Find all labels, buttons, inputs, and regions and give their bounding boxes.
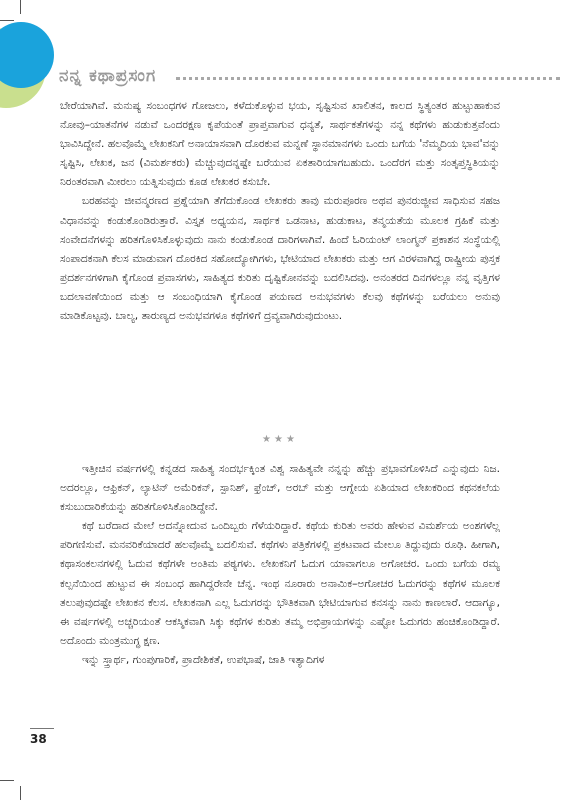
body-text-section-2 [60, 460, 500, 670]
paragraph: ಇನ್ನು ಸ್ತ್ರಾರ್ಥ, ಗುಂಪುಗಾರಿಕೆ, ಪ್ರಾದೇಶಿಕತೆ, ಉಪಭಾಷೆ, ಜಾತಿ ಇತ್ಯಾದಿಗಳ [82, 653, 325, 666]
decorative-blue-circle [0, 22, 54, 88]
header-dotted-rule [176, 77, 560, 80]
section-divider-stars: ★★★ [262, 434, 298, 445]
crop-mark-top-left-h [0, 20, 14, 21]
paragraph: ಬೇರೆಯಾಗಿವೆ. ಮನುಷ್ಯ ಸಂಬಂಧಗಳ ಗೋಜಲು, ಕಳೆದುಕೊಳ್ಳುವ ಭಯ, ಸೃಷ್ಟಿಸುವ ಖಾಲಿತನ, ಕಾಲದ ಸ್ಥಿತ್ಯಂತರ ಹುಟ್ಟುಹಾಕುವ ನೋವು–ಯಾತನೆಗಳ ನಡುವೆ ಒಂದರಕ್ಷಣ ಕೃಪೆಯಂತೆ ಪ್ರಾಪ್ತವಾಗುವ ಧನ್ಯತೆ, ಸಾರ್ಥಕತೆಗಳನ್ನು ನನ್ನ ಕಥೆಗಳು ಹುಡುಕುತ್ತವೆಂದು ಭಾವಿಸಿದ್ದೇನೆ. ಹಲವೊಮ್ಮೆ ಲೇಖಕನಿಗೆ ಅನಾಯಾಸವಾಗಿ ದೊರಕುವ ಮನ್ನಣೆ ಸ್ಥಾನಮಾನಗಳು ಒಂದು ಬಗೆಯ 'ನೆಮ್ಮದಿಯ ಭಾವ'ವನ್ನು ಸೃಷ್ಟಿಸಿ, ಲೇಖಕ, ಜನ (ವಿಮರ್ಶಕರು) ಮೆಚ್ಚುವುದನ್ನಷ್ಟೇ ಬರೆಯುವ ಏಕತಾರಿಯಾಗಬಹುದು. ಒಂದೆರಗ ಮತ್ತು ಸಂತೃಪ್ತಸ್ಥಿತಿಯನ್ನು ನಿರಂತರವಾಗಿ ಮೀರಲು ಯತ್ನಿಸುವುದು ಕೂಡ ಲೇಖಕರ ಕಸುಬೇ. [60, 100, 500, 189]
crop-mark-bottom-left-h [0, 780, 14, 781]
running-header-title: ನನ್ನ ಕಥಾಪ್ರಸಂಗ [59, 66, 157, 86]
page-number: 38 [30, 732, 47, 746]
body-text-section-1 [60, 97, 500, 326]
paragraph: ಇತ್ತೀಚಿನ ವರ್ಷಗಳಲ್ಲಿ ಕನ್ನಡದ ಸಾಹಿತ್ಯ ಸಂದರ್ಭಕ್ಕಿಂತ ವಿಶ್ವ ಸಾಹಿತ್ಯವೇ ನನ್ನನ್ನು ಹೆಚ್ಚು ಪ್ರಭಾವಗೊಳಿಸಿದೆ ಎನ್ನುವುದು ನಿಜ. ಅದರಲ್ಲೂ, ಆಫ್ರಿಕನ್, ಲ್ಯಾಟಿನ್ ಅಮೆರಿಕನ್, ಸ್ಪಾನಿಶ್, ಫ್ರೆಂಚ್, ಅರಬ್ ಮತ್ತು ಆಗ್ನೇಯ ಏಶಿಯಾದ ಲೇಖಕರಿಂದ ಕಥನಕಲೆಯ ಕಸುಬುದಾರಿಕೆಯನ್ನು ಹರಿತಗೊಳಿಸಿಕೊಂಡಿದ್ದೇನೆ. [60, 463, 500, 514]
crop-mark-top-left [20, 0, 21, 14]
footer-rule [30, 728, 54, 729]
paragraph: ಬರಹವನ್ನು ಜೀವನ್ಮರಣದ ಪ್ರಶ್ನೆಯಾಗಿ ತೆಗೆದುಕೊಂಡ ಲೇಖಕರು ತಾವು ಮರುಪೂರಣ ಅಥವ ಪುನರುಜ್ಜೀವ ಸಾಧಿಸುವ ಸಹಜ ವಿಧಾನವನ್ನು ಕಂಡುಕೊಂಡಿರುತ್ತಾರೆ. ವಿಸ್ತೃತ ಅಧ್ಯಯನ, ಸಾರ್ಥಕ ಒಡನಾಟ, ಹುಡುಕಾಟ, ತನ್ಮಯತೆಯ ಮೂಲಕ ಗ್ರಹಿಕೆ ಮತ್ತು ಸಂವೇದನೆಗಳನ್ನು ಹರಿತಗೊಳಿಸಿಕೊಳ್ಳುವುದು ನಾನು ಕಂಡುಕೊಂಡ ದಾರಿಗಳಾಗಿವೆ. ಹಿಂದೆ ಓರಿಯಂಟ್ ಲಾಂಗ್ಮನ್ ಪ್ರಕಾಶನ ಸಂಸ್ಥೆಯಲ್ಲಿ ಸಂಪಾದಕನಾಗಿ ಕೆಲಸ ಮಾಡುವಾಗ ದೊರಕಿದ ಸಹೋದ್ಯೋಗಿಗಳು, ಭೇಟಿಯಾದ ಲೇಖಕರು ಮತ್ತು ಆಗ ವಿರಳವಾಗಿದ್ದ ರಾಷ್ಟ್ರೀಯ ಪುಸ್ತಕ ಪ್ರದರ್ಶನಗಳಿಗಾಗಿ ಕೈಗೊಂಡ ಪ್ರವಾಸಗಳು, ಸಾಹಿತ್ಯದ ಕುರಿತು ದೃಷ್ಟಿಕೋನವನ್ನು ಬದಲಿಸಿದವು. ಅನಂತರದ ದಿನಗಳಲ್ಲೂ ನನ್ನ ವೃತ್ತಿಗಳ ಬದಲಾವಣೆಯಿಂದ ಮತ್ತು ಆ ಸಂಬಂಧಿಯಾಗಿ ಕೈಗೊಂಡ ಪಯಣದ ಅನುಭವಗಳು ಕೆಲವು ಕಥೆಗಳನ್ನು ಬರೆಯಲು ಅನುವು ಮಾಡಿಕೊಟ್ಟವು. ಬಾಲ್ಯ, ತಾರುಣ್ಯದ ಅನುಭವಗಳೂ ಕಥೆಗಳಿಗೆ ದ್ರವ್ಯವಾಗಿರುವುದುಂಟು. [60, 195, 500, 323]
crop-mark-bottom-left [20, 786, 21, 800]
paragraph: ಕಥೆ ಬರೆದಾದ ಮೇಲೆ ಅದನ್ನೋದುವ ಒಂದಿಬ್ಬರು ಗೆಳೆಯರಿದ್ದಾರೆ. ಕಥೆಯ ಕುರಿತು ಅವರು ಹೇಳುವ ವಿಮರ್ಶೆಯ ಅಂಶಗಳೆಲ್ಲ ಪರಿಗಣಿಸುವೆ. ಮನವರಿಕೆಯಾದರೆ ಹಲವೊಮ್ಮೆ ಬದಲಿಸುವೆ. ಕಥೆಗಳು ಪತ್ರಿಕೆಗಳಲ್ಲಿ ಪ್ರಕಟವಾದ ಮೇಲೂ ತಿದ್ದುವುದು ರೂಢಿ. ಹೀಗಾಗಿ, ಕಥಾಸಂಕಲನಗಳಲ್ಲಿ ಓದುವ ಕಥೆಗಳೇ ಅಂತಿಮ ಪಠ್ಯಗಳು. ಲೇಖಕನಿಗೆ ಓದುಗ ಯಾವಾಗಲೂ ಅಗೋಚರ. ಒಂದು ಬಗೆಯ ರಮ್ಯ ಕಲ್ಪನೆಯಿಂದ ಹುಟ್ಟುವ ಈ ಸಂಬಂಧ ಹಾಗಿದ್ದರೇನೇ ಚೆನ್ನ. ಇಂಥ ನೂರಾರು ಅನಾಮಿಕ–ಅಗೋಚರ ಓದುಗರನ್ನು ಕಥೆಗಳ ಮೂಲಕ ತಲುಪುವುದಷ್ಟೇ ಲೇಖಕನ ಕೆಲಸ. ಲೇಖಕನಾಗಿ ಎಲ್ಲ ಓದುಗರನ್ನು ಭೌತಿಕವಾಗಿ ಭೇಟಿಯಾಗುವ ಕನಸನ್ನು ನಾನು ಕಾಣಲಾರೆ. ಆದಾಗ್ಯೂ, ಈ ವರ್ಷಗಳಲ್ಲಿ ಅಚ್ಚರಿಯಂತೆ ಆಕಸ್ಮಿಕವಾಗಿ ಸಿಕ್ಕು ಕಥೆಗಳ ಕುರಿತು ತಮ್ಮ ಅಭಿಪ್ರಾಯಗಳನ್ನು ಎಷ್ಟೋ ಓದುಗರು ಹಂಚಿಕೊಂಡಿದ್ದಾರೆ. ಅದೊಂದು ಮಂತ್ರಮುಗ್ಧ ಕ್ಷಣ. [60, 520, 500, 647]
